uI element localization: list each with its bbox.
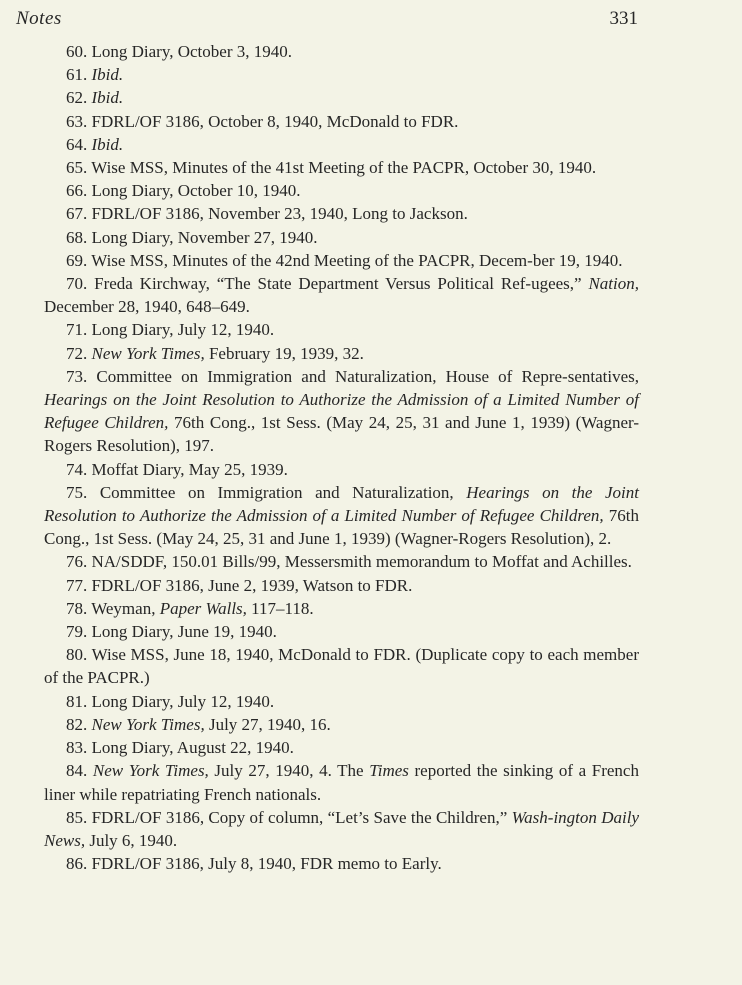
endnote-number: 79. <box>66 622 88 642</box>
endnote-number: 63. <box>66 111 88 131</box>
endnote <box>44 643 639 689</box>
endnote <box>44 365 639 458</box>
endnote-text: Committee on Immigration and Naturalization, <box>99 482 467 502</box>
endnote <box>44 226 639 249</box>
endnote-number: 69. <box>66 250 88 270</box>
endnote-number: 72. <box>66 343 88 363</box>
endnote-number: 78. <box>66 598 88 618</box>
endnote-number: 76. <box>66 552 88 572</box>
endnote <box>44 156 639 179</box>
endnote-number: 65. <box>66 158 88 178</box>
endnote-text: FDRL/OF 3186, Copy of column, “Let’s Save the Children,” <box>91 807 512 827</box>
endnote <box>44 458 639 481</box>
endnote <box>44 759 639 805</box>
endnote-text: FDRL/OF 3186, October 8, 1940, McDonald to FDR. <box>91 111 459 131</box>
endnote-title: Times <box>369 761 409 781</box>
running-header <box>16 8 638 34</box>
endnote-text: FDRL/OF 3186, November 23, 1940, Long to Jackson. <box>91 204 468 224</box>
endnote-title: Ibid. <box>91 88 124 108</box>
endnote <box>44 806 639 852</box>
section-title: Notes <box>16 8 62 29</box>
endnote-text: December 28, 1940, 648–649. <box>44 297 250 317</box>
endnote-number: 62. <box>66 88 88 108</box>
endnote-text: 117–118. <box>246 598 314 618</box>
endnote <box>44 249 639 272</box>
endnote-title: Wash-ington Daily News, <box>44 807 639 850</box>
endnote <box>44 852 639 875</box>
endnote <box>44 620 639 643</box>
endnote <box>44 272 639 318</box>
endnote <box>44 318 639 341</box>
endnote-text: July 27, 1940, 4. The <box>208 761 370 781</box>
endnote <box>44 133 639 156</box>
endnote-text: Long Diary, October 10, 1940. <box>91 181 301 201</box>
endnote-text: Freda Kirchway, “The State Department Versus Political Ref-ugees,” <box>94 274 589 294</box>
endnote-text: FDRL/OF 3186, July 8, 1940, FDR memo to Early. <box>91 854 442 874</box>
endnote-number: 61. <box>66 65 88 85</box>
endnote-text: July 6, 1940. <box>85 830 178 850</box>
endnote-text: 76th Cong., 1st Sess. (May 24, 25, 31 and June 1, 1939) (Wagner-Rogers Resolution), 2. <box>44 506 639 549</box>
page-number: 331 <box>609 8 638 29</box>
endnote-text: NA/SDDF, 150.01 Bills/99, Messersmith memorandum to Moffat and Achilles. <box>91 552 632 572</box>
endnote-text: Long Diary, October 3, 1940. <box>91 42 292 61</box>
endnote-number: 86. <box>66 854 88 874</box>
endnote-text: Long Diary, July 12, 1940. <box>91 691 275 711</box>
endnote <box>44 713 639 736</box>
endnote-text: Weyman, <box>91 598 160 618</box>
endnote-title: Hearings on the Joint Resolution to Authorize the Admission of a Limited Number of Refugee Children, <box>44 482 640 526</box>
endnote-text: February 19, 1939, 32. <box>204 343 364 363</box>
endnote-number: 60. <box>66 42 88 61</box>
endnote <box>44 86 639 109</box>
endnote-number: 75. <box>66 482 88 502</box>
endnote-number: 84. <box>66 761 88 781</box>
endnote-number: 68. <box>66 227 88 247</box>
endnote <box>44 342 639 365</box>
endnotes-list <box>44 40 639 875</box>
endnote-number: 71. <box>66 320 88 340</box>
endnote-title: New York Times, <box>91 343 205 363</box>
endnote-text: Long Diary, July 12, 1940. <box>91 320 275 340</box>
endnote <box>44 40 639 63</box>
endnote-number: 82. <box>66 714 88 734</box>
endnote-title: Ibid. <box>91 134 124 154</box>
endnote-number: 66. <box>66 181 88 201</box>
endnote-text: 76th Cong., 1st Sess. (May 24, 25, 31 and June 1, 1939) (Wagner-Rogers Resolution), 197. <box>44 413 639 456</box>
endnote-number: 81. <box>66 691 88 711</box>
endnote-number: 70. <box>66 274 88 294</box>
endnote-number: 80. <box>66 645 88 665</box>
endnote-text: FDRL/OF 3186, June 2, 1939, Watson to FDR. <box>91 575 413 595</box>
endnote-title: New York Times, <box>91 714 205 734</box>
endnote-title: Nation, <box>588 274 639 294</box>
endnote <box>44 736 639 759</box>
endnote <box>44 481 639 551</box>
endnote-text: Moffat Diary, May 25, 1939. <box>91 459 288 479</box>
endnote <box>44 574 639 597</box>
endnote-number: 73. <box>66 366 88 386</box>
endnote <box>44 179 639 202</box>
endnote-number: 85. <box>66 807 88 827</box>
endnote <box>44 63 639 86</box>
endnote-number: 67. <box>66 204 88 224</box>
endnote <box>44 550 639 573</box>
endnote <box>44 110 639 133</box>
endnote-text: Wise MSS, Minutes of the 41st Meeting of the PACPR, October 30, 1940. <box>91 158 597 178</box>
endnote-number: 83. <box>66 738 88 758</box>
endnote <box>44 690 639 713</box>
endnote-title: Paper Walls, <box>159 598 247 618</box>
endnote-text: July 27, 1940, 16. <box>204 714 331 734</box>
endnote-number: 77. <box>66 575 88 595</box>
endnote <box>44 202 639 225</box>
endnote-title: Ibid. <box>91 65 124 85</box>
endnote-text: Long Diary, June 19, 1940. <box>91 622 277 642</box>
endnote-text: Wise MSS, Minutes of the 42nd Meeting of the PACPR, Decem-ber 19, 1940. <box>91 250 623 270</box>
endnote-number: 64. <box>66 134 88 154</box>
endnote-number: 74. <box>66 459 88 479</box>
endnote-title: Hearings on the Joint Resolution to Authorize the Admission of a Limited Number of Refugee Children, <box>44 390 639 433</box>
endnote <box>44 597 639 620</box>
endnote-text: reported the sinking of a French liner while repatriating French nationals. <box>44 761 639 804</box>
endnote-text: Wise MSS, June 18, 1940, McDonald to FDR. (Duplicate copy to each member of the PACPR.) <box>44 645 639 688</box>
endnote-title: New York Times, <box>92 761 209 781</box>
endnote-text: Long Diary, August 22, 1940. <box>91 738 294 758</box>
endnote-text: Committee on Immigration and Naturalization, House of Repre-sentatives, <box>96 366 640 386</box>
endnote-text: Long Diary, November 27, 1940. <box>91 227 318 247</box>
